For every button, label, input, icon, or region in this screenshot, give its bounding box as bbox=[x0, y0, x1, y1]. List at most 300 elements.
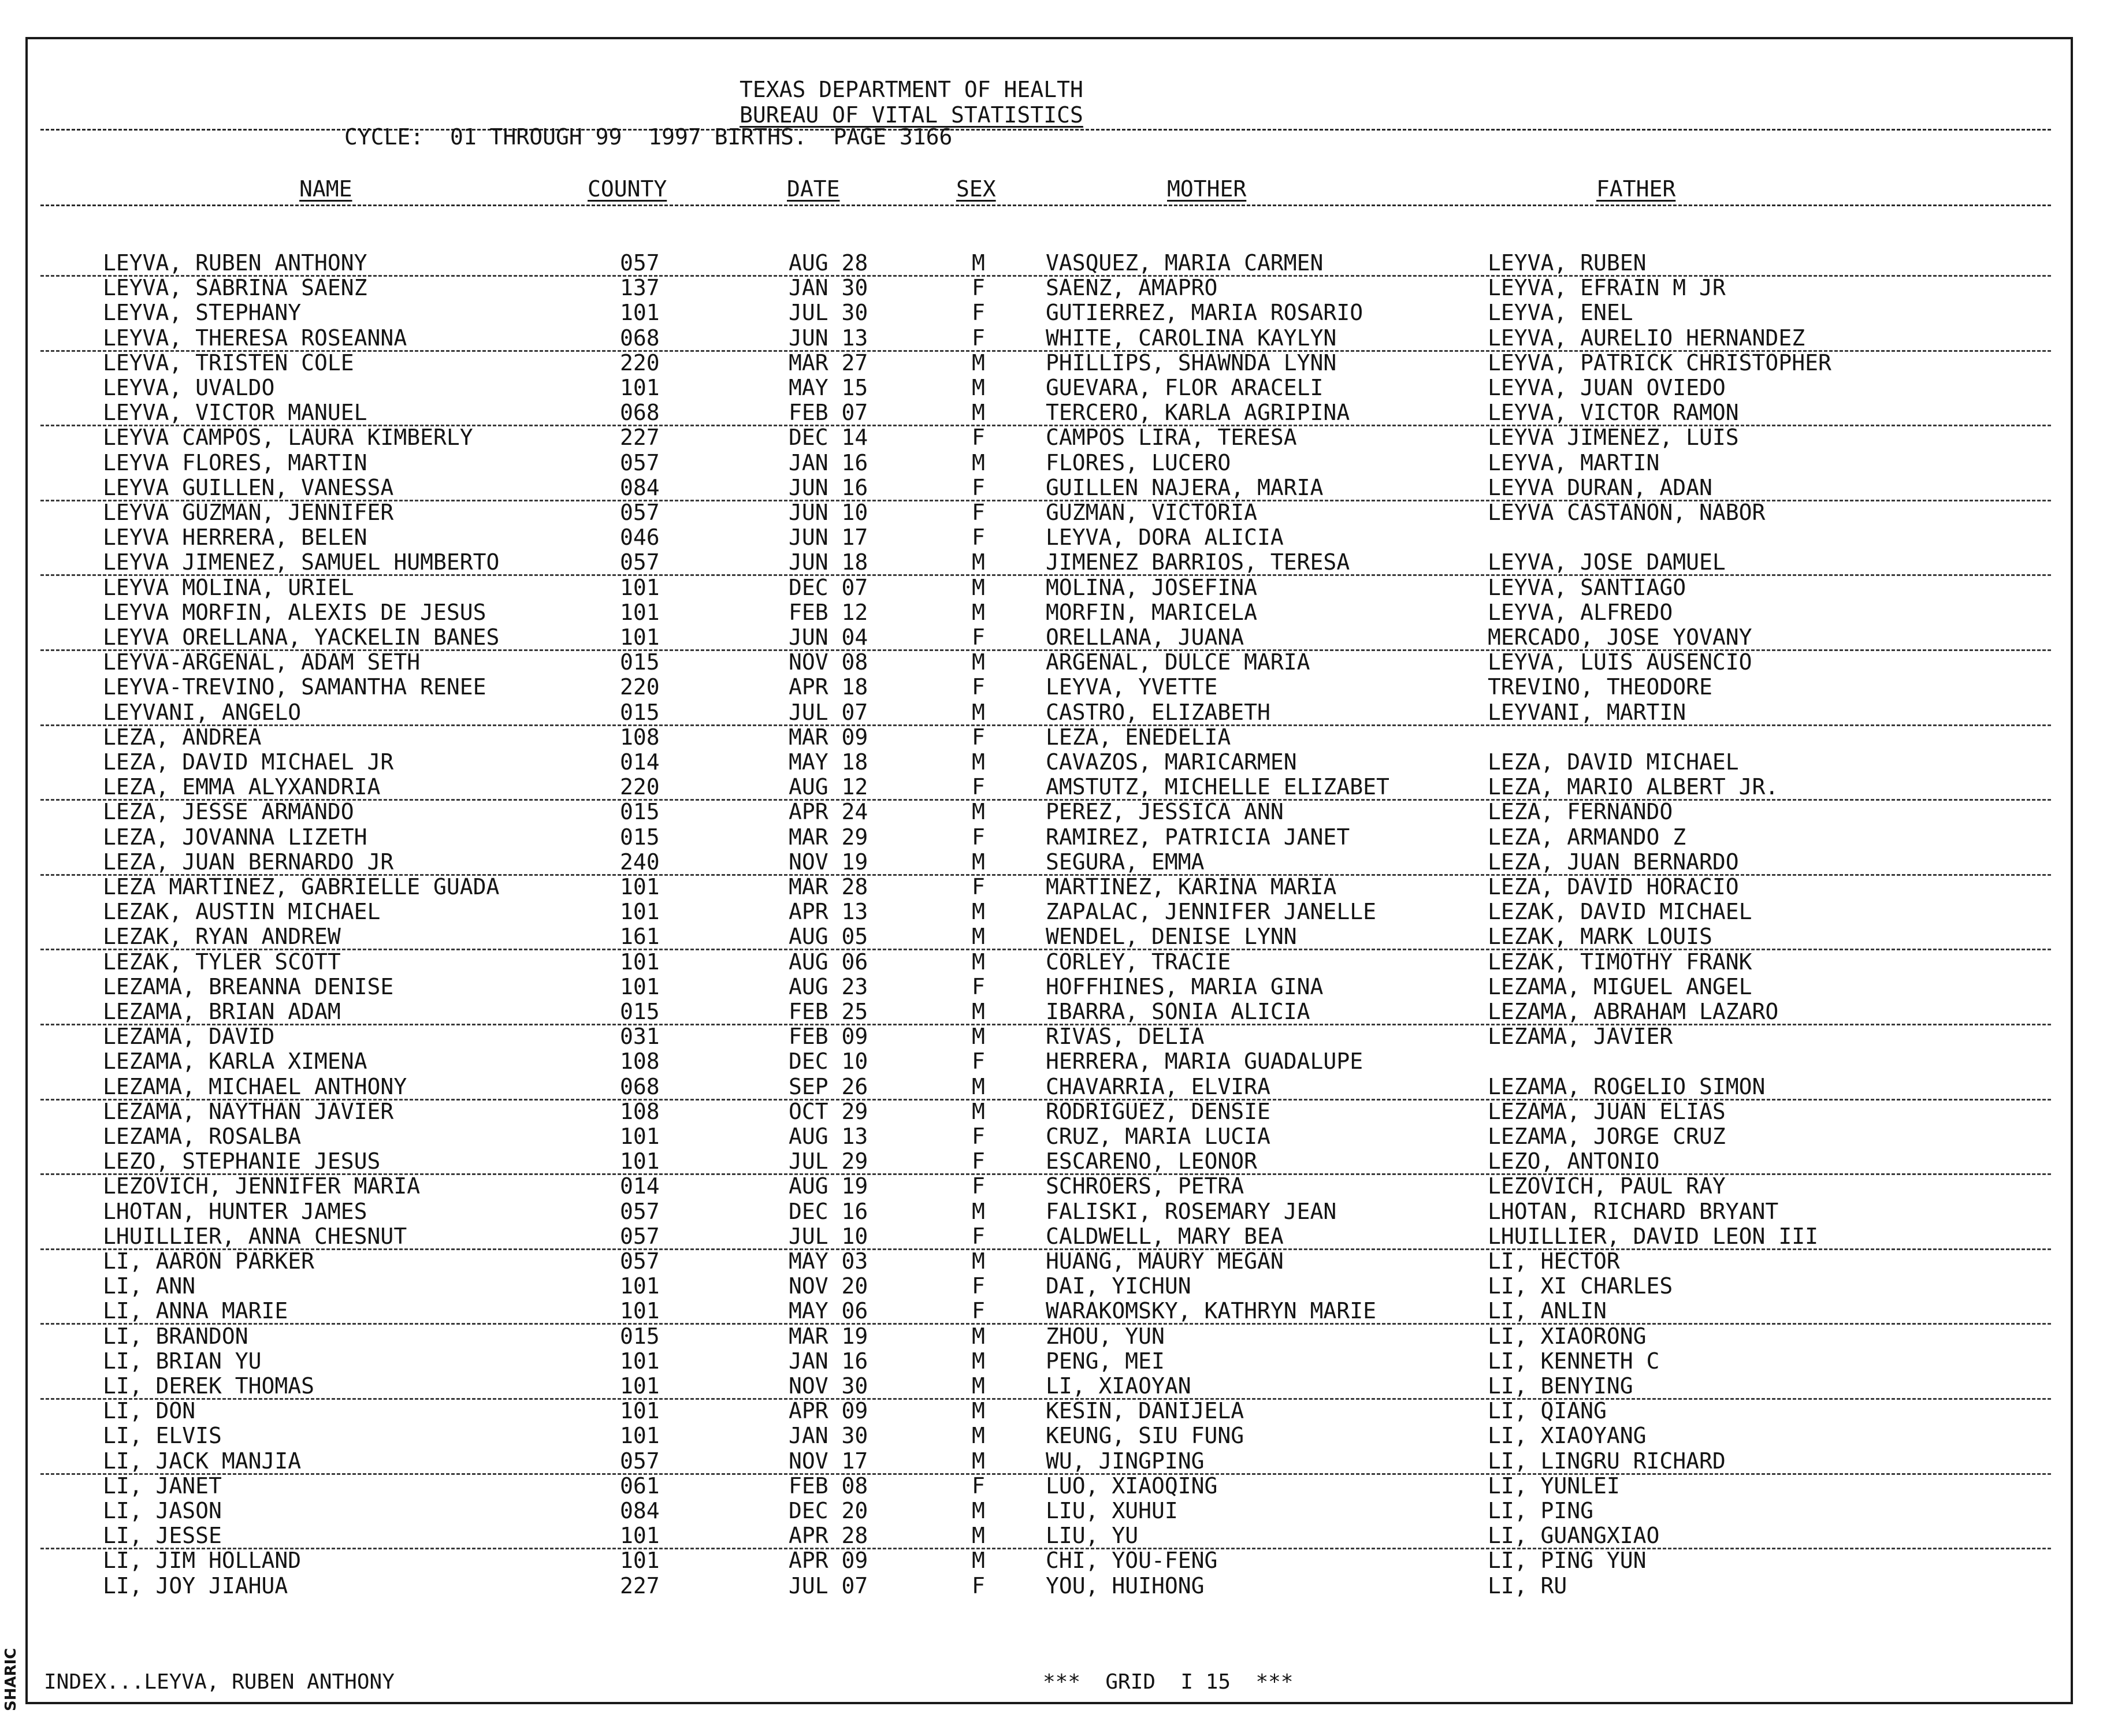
col-header-father: FATHER bbox=[1596, 176, 1676, 202]
record-name: LEZA, DAVID MICHAEL JR bbox=[103, 749, 394, 775]
col-header-date: DATE bbox=[787, 176, 840, 202]
record-mother: ZAPALAC, JENNIFER JANELLE bbox=[1046, 899, 1376, 925]
record-mother: RODRIGUEZ, DENSIE bbox=[1046, 1098, 1270, 1124]
record-date: MAR 09 bbox=[789, 724, 868, 750]
record-mother: KESIN, DANIJELA bbox=[1046, 1398, 1244, 1424]
record-county: 101 bbox=[620, 574, 660, 600]
table-row bbox=[0, 376, 2103, 400]
record-mother: CAMPOS LIRA, TERESA bbox=[1046, 425, 1297, 451]
record-date: AUG 12 bbox=[789, 774, 868, 800]
record-county: 061 bbox=[620, 1473, 660, 1499]
record-name: LI, JACK MANJIA bbox=[103, 1448, 302, 1474]
record-date: DEC 14 bbox=[789, 425, 868, 451]
record-name: LEYVA GUILLEN, VANESSA bbox=[103, 474, 394, 500]
record-mother: LEYVA, DORA ALICIA bbox=[1046, 525, 1284, 551]
record-date: JAN 16 bbox=[789, 449, 868, 475]
record-name: LI, JESSE bbox=[103, 1523, 222, 1549]
col-header-county: COUNTY bbox=[588, 176, 667, 202]
record-county: 101 bbox=[620, 599, 660, 625]
record-sex: M bbox=[972, 250, 985, 276]
record-county: 220 bbox=[620, 674, 660, 700]
record-name: LEYVANI, ANGELO bbox=[103, 699, 302, 725]
record-name: LI, BRANDON bbox=[103, 1323, 248, 1349]
record-date: JUN 18 bbox=[789, 549, 868, 575]
record-sex: F bbox=[972, 474, 985, 500]
record-mother: CRUZ, MARIA LUCIA bbox=[1046, 1124, 1270, 1149]
record-father: LEZAK, MARK LOUIS bbox=[1488, 924, 1712, 950]
record-father: LI, LINGRU RICHARD bbox=[1488, 1448, 1726, 1474]
record-date: JUN 17 bbox=[789, 525, 868, 551]
record-county: 057 bbox=[620, 1448, 660, 1474]
record-mother: GUTIERREZ, MARIA ROSARIO bbox=[1046, 300, 1363, 326]
record-mother: FALISKI, ROSEMARY JEAN bbox=[1046, 1198, 1337, 1224]
table-row bbox=[0, 326, 2103, 351]
record-name: LEYVA GUZMAN, JENNIFER bbox=[103, 500, 394, 525]
record-name: LEYVA CAMPOS, LAURA KIMBERLY bbox=[103, 425, 473, 451]
record-county: 101 bbox=[620, 1523, 660, 1549]
record-mother: LEYVA, YVETTE bbox=[1046, 674, 1218, 700]
record-mother: PENG, MEI bbox=[1046, 1348, 1165, 1374]
record-mother: ARGENAL, DULCE MARIA bbox=[1046, 649, 1310, 675]
record-sex: F bbox=[972, 525, 985, 551]
record-sex: M bbox=[972, 1423, 985, 1449]
record-sex: M bbox=[972, 799, 985, 825]
record-mother: HERRERA, MARIA GUADALUPE bbox=[1046, 1049, 1363, 1075]
table-row bbox=[0, 1349, 2103, 1374]
table-row bbox=[0, 975, 2103, 999]
record-name: LEYVA ORELLANA, YACKELIN BANES bbox=[103, 624, 500, 650]
record-father: LEYVA, ENEL bbox=[1488, 300, 1633, 326]
record-county: 101 bbox=[620, 1273, 660, 1299]
record-county: 057 bbox=[620, 1248, 660, 1274]
record-county: 014 bbox=[620, 1173, 660, 1199]
record-sex: F bbox=[972, 724, 985, 750]
record-father: LEYVA, PATRICK CHRISTOPHER bbox=[1488, 350, 1831, 376]
record-date: FEB 07 bbox=[789, 400, 868, 426]
record-father: LI, XI CHARLES bbox=[1488, 1273, 1673, 1299]
record-date: NOV 20 bbox=[789, 1273, 868, 1299]
record-father: LEYVANI, MARTIN bbox=[1488, 699, 1686, 725]
record-name: LHUILLIER, ANNA CHESNUT bbox=[103, 1223, 407, 1249]
record-mother: DAI, YICHUN bbox=[1046, 1273, 1191, 1299]
col-header-name: NAME bbox=[299, 176, 352, 202]
record-name: LI, JOY JIAHUA bbox=[103, 1573, 288, 1599]
record-sex: F bbox=[972, 1148, 985, 1174]
record-date: NOV 08 bbox=[789, 649, 868, 675]
record-father: LEYVA, AURELIO HERNANDEZ bbox=[1488, 325, 1805, 351]
record-date: MAY 18 bbox=[789, 749, 868, 775]
record-father: LI, PING YUN bbox=[1488, 1548, 1647, 1574]
record-mother: LUO, XIAOQING bbox=[1046, 1473, 1218, 1499]
record-father: LI, HECTOR bbox=[1488, 1248, 1620, 1274]
table-row bbox=[0, 650, 2103, 675]
table-row bbox=[0, 425, 2103, 450]
record-name: LEYVA, UVALDO bbox=[103, 375, 275, 400]
record-county: 101 bbox=[620, 1298, 660, 1324]
record-sex: M bbox=[972, 574, 985, 600]
record-name: LEYVA, SABRINA SAENZ bbox=[103, 275, 367, 301]
record-date: NOV 19 bbox=[789, 849, 868, 875]
record-name: LHOTAN, HUNTER JAMES bbox=[103, 1198, 367, 1224]
table-row bbox=[0, 1224, 2103, 1249]
record-father: LEYVA DURAN, ADAN bbox=[1488, 474, 1712, 500]
record-county: 101 bbox=[620, 1148, 660, 1174]
col-header-mother: MOTHER bbox=[1167, 176, 1247, 202]
record-date: MAY 15 bbox=[789, 375, 868, 400]
record-date: JUL 07 bbox=[789, 1573, 868, 1599]
record-county: 101 bbox=[620, 1348, 660, 1374]
record-name: LI, ANNA MARIE bbox=[103, 1298, 288, 1324]
record-name: LEZA, JOVANNA LIZETH bbox=[103, 824, 367, 850]
record-date: AUG 06 bbox=[789, 949, 868, 975]
record-date: APR 28 bbox=[789, 1523, 868, 1549]
record-mother: IBARRA, SONIA ALICIA bbox=[1046, 999, 1310, 1024]
record-county: 227 bbox=[620, 1573, 660, 1599]
record-father: LEYVA, MARTIN bbox=[1488, 449, 1660, 475]
record-father: LEZO, ANTONIO bbox=[1488, 1148, 1660, 1174]
record-county: 057 bbox=[620, 1198, 660, 1224]
record-father: LEZAK, DAVID MICHAEL bbox=[1488, 899, 1752, 925]
record-mother: LI, XIAOYAN bbox=[1046, 1373, 1191, 1399]
record-county: 057 bbox=[620, 449, 660, 475]
record-sex: F bbox=[972, 624, 985, 650]
record-mother: CHI, YOU-FENG bbox=[1046, 1548, 1218, 1574]
record-mother: CORLEY, TRACIE bbox=[1046, 949, 1231, 975]
record-father: LEZAMA, MIGUEL ANGEL bbox=[1488, 973, 1752, 999]
record-county: 108 bbox=[620, 724, 660, 750]
record-sex: M bbox=[972, 849, 985, 875]
table-row bbox=[0, 1024, 2103, 1049]
table-row bbox=[0, 525, 2103, 550]
record-name: LEYVA MOLINA, URIEL bbox=[103, 574, 354, 600]
record-county: 101 bbox=[620, 949, 660, 975]
record-sex: M bbox=[972, 924, 985, 950]
record-date: MAY 03 bbox=[789, 1248, 868, 1274]
record-county: 227 bbox=[620, 425, 660, 451]
record-county: 101 bbox=[620, 874, 660, 899]
record-father: LEZAMA, JAVIER bbox=[1488, 1024, 1673, 1050]
record-county: 220 bbox=[620, 350, 660, 376]
record-mother: MARTINEZ, KARINA MARIA bbox=[1046, 874, 1337, 899]
record-name: LEZAK, TYLER SCOTT bbox=[103, 949, 341, 975]
table-row bbox=[0, 1374, 2103, 1399]
record-name: LI, JANET bbox=[103, 1473, 222, 1499]
record-name: LEZAMA, BRIAN ADAM bbox=[103, 999, 341, 1024]
record-father: LEZAMA, ROGELIO SIMON bbox=[1488, 1073, 1766, 1099]
record-date: AUG 13 bbox=[789, 1124, 868, 1149]
record-date: AUG 19 bbox=[789, 1173, 868, 1199]
record-date: JAN 30 bbox=[789, 1423, 868, 1449]
record-county: 101 bbox=[620, 1124, 660, 1149]
table-row bbox=[0, 725, 2103, 750]
record-sex: M bbox=[972, 599, 985, 625]
record-father: LI, KENNETH C bbox=[1488, 1348, 1660, 1374]
table-row bbox=[0, 1099, 2103, 1124]
table-row bbox=[0, 1199, 2103, 1224]
record-name: LI, AARON PARKER bbox=[103, 1248, 315, 1274]
record-county: 057 bbox=[620, 500, 660, 525]
table-row bbox=[0, 400, 2103, 425]
record-date: AUG 28 bbox=[789, 250, 868, 276]
record-father: MERCADO, JOSE YOVANY bbox=[1488, 624, 1752, 650]
record-father: LEZA, FERNANDO bbox=[1488, 799, 1673, 825]
record-name: LEZAMA, MICHAEL ANTHONY bbox=[103, 1073, 407, 1099]
record-date: APR 18 bbox=[789, 674, 868, 700]
record-name: LEZA, ANDREA bbox=[103, 724, 262, 750]
record-father: LI, RU bbox=[1488, 1573, 1567, 1599]
record-name: LEZAMA, ROSALBA bbox=[103, 1124, 302, 1149]
record-date: APR 09 bbox=[789, 1398, 868, 1424]
record-county: 046 bbox=[620, 525, 660, 551]
table-row bbox=[0, 300, 2103, 325]
record-date: APR 13 bbox=[789, 899, 868, 925]
record-sex: M bbox=[972, 749, 985, 775]
record-sex: F bbox=[972, 500, 985, 525]
record-sex: M bbox=[972, 1373, 985, 1399]
table-row bbox=[0, 451, 2103, 475]
record-sex: F bbox=[972, 1173, 985, 1199]
record-name: LEZO, STEPHANIE JESUS bbox=[103, 1148, 381, 1174]
record-county: 057 bbox=[620, 1223, 660, 1249]
record-date: APR 24 bbox=[789, 799, 868, 825]
record-father: LEYVA, JOSE DAMUEL bbox=[1488, 549, 1726, 575]
record-date: AUG 05 bbox=[789, 924, 868, 950]
record-county: 015 bbox=[620, 649, 660, 675]
record-father: LEZA, DAVID MICHAEL bbox=[1488, 749, 1739, 775]
table-row bbox=[0, 1523, 2103, 1548]
record-mother: HOFFHINES, MARIA GINA bbox=[1046, 973, 1324, 999]
record-mother: WARAKOMSKY, KATHRYN MARIE bbox=[1046, 1298, 1376, 1324]
record-county: 108 bbox=[620, 1098, 660, 1124]
record-mother: CAVAZOS, MARICARMEN bbox=[1046, 749, 1297, 775]
record-sex: F bbox=[972, 1573, 985, 1599]
table-row bbox=[0, 575, 2103, 600]
record-mother: AMSTUTZ, MICHELLE ELIZABET bbox=[1046, 774, 1389, 800]
record-name: LEYVA HERRERA, BELEN bbox=[103, 525, 367, 551]
record-mother: GUZMAN, VICTORIA bbox=[1046, 500, 1258, 525]
record-county: 068 bbox=[620, 325, 660, 351]
record-father: LEZOVICH, PAUL RAY bbox=[1488, 1173, 1726, 1199]
table-row bbox=[0, 1499, 2103, 1523]
record-father: LEZAMA, JUAN ELIAS bbox=[1488, 1098, 1726, 1124]
table-row bbox=[0, 899, 2103, 924]
record-date: NOV 17 bbox=[789, 1448, 868, 1474]
record-mother: HUANG, MAURY MEGAN bbox=[1046, 1248, 1284, 1274]
record-name: LEZA MARTINEZ, GABRIELLE GUADA bbox=[103, 874, 500, 899]
record-mother: PHILLIPS, SHAWNDA LYNN bbox=[1046, 350, 1337, 376]
header-line-1: TEXAS DEPARTMENT OF HEALTH bbox=[740, 77, 1083, 102]
record-name: LEYVA, THERESA ROSEANNA bbox=[103, 325, 407, 351]
table-row bbox=[0, 1249, 2103, 1274]
record-mother: ESCARENO, LEONOR bbox=[1046, 1148, 1258, 1174]
record-father: LEYVA, VICTOR RAMON bbox=[1488, 400, 1739, 426]
record-date: OCT 29 bbox=[789, 1098, 868, 1124]
record-date: AUG 23 bbox=[789, 973, 868, 999]
record-county: 057 bbox=[620, 250, 660, 276]
record-father: LEZA, MARIO ALBERT JR. bbox=[1488, 774, 1779, 800]
record-date: JUL 30 bbox=[789, 300, 868, 326]
record-father: LI, ANLIN bbox=[1488, 1298, 1607, 1324]
table-row bbox=[0, 875, 2103, 899]
record-sex: M bbox=[972, 949, 985, 975]
table-row bbox=[0, 700, 2103, 725]
record-sex: M bbox=[972, 375, 985, 400]
record-date: JAN 30 bbox=[789, 275, 868, 301]
record-name: LEZOVICH, JENNIFER MARIA bbox=[103, 1173, 421, 1199]
record-county: 137 bbox=[620, 275, 660, 301]
record-father: LEYVA, EFRAIN M JR bbox=[1488, 275, 1726, 301]
table-row bbox=[0, 1574, 2103, 1599]
record-father: LHOTAN, RICHARD BRYANT bbox=[1488, 1198, 1779, 1224]
record-father: LEYVA CASTANON, NABOR bbox=[1488, 500, 1766, 525]
record-county: 101 bbox=[620, 1398, 660, 1424]
record-sex: F bbox=[972, 874, 985, 899]
record-name: LI, ANN bbox=[103, 1273, 196, 1299]
record-county: 161 bbox=[620, 924, 660, 950]
record-name: LEYVA, TRISTEN COLE bbox=[103, 350, 354, 376]
record-sex: F bbox=[972, 1223, 985, 1249]
record-father: LEZA, DAVID HORACIO bbox=[1488, 874, 1739, 899]
record-mother: MOLINA, JOSEFINA bbox=[1046, 574, 1258, 600]
record-sex: M bbox=[972, 1098, 985, 1124]
table-row bbox=[0, 251, 2103, 276]
record-name: LI, BRIAN YU bbox=[103, 1348, 262, 1374]
table-row bbox=[0, 800, 2103, 824]
table-row bbox=[0, 825, 2103, 850]
record-sex: F bbox=[972, 1298, 985, 1324]
record-name: LEYVA, STEPHANY bbox=[103, 300, 302, 326]
record-date: JUN 10 bbox=[789, 500, 868, 525]
record-sex: F bbox=[972, 973, 985, 999]
table-row bbox=[0, 276, 2103, 300]
record-mother: RIVAS, DELIA bbox=[1046, 1024, 1205, 1050]
record-mother: VASQUEZ, MARIA CARMEN bbox=[1046, 250, 1324, 276]
record-name: LEZAMA, DAVID bbox=[103, 1024, 275, 1050]
record-sex: M bbox=[972, 1548, 985, 1574]
record-date: JUN 13 bbox=[789, 325, 868, 351]
table-row bbox=[0, 1548, 2103, 1573]
record-mother: JIMENEZ BARRIOS, TERESA bbox=[1046, 549, 1350, 575]
record-father: LEYVA, ALFREDO bbox=[1488, 599, 1673, 625]
record-mother: CHAVARRIA, ELVIRA bbox=[1046, 1073, 1270, 1099]
table-row bbox=[0, 500, 2103, 525]
record-date: FEB 12 bbox=[789, 599, 868, 625]
record-county: 015 bbox=[620, 824, 660, 850]
table-row bbox=[0, 1299, 2103, 1324]
record-county: 015 bbox=[620, 999, 660, 1024]
record-date: JUN 16 bbox=[789, 474, 868, 500]
record-mother: KEUNG, SIU FUNG bbox=[1046, 1423, 1244, 1449]
header-line-2: BUREAU OF VITAL STATISTICS bbox=[740, 102, 1083, 128]
table-row bbox=[0, 1049, 2103, 1074]
record-mother: LIU, YU bbox=[1046, 1523, 1139, 1549]
header-rule-top bbox=[40, 129, 2051, 131]
record-mother: ORELLANA, JUANA bbox=[1046, 624, 1244, 650]
record-mother: WENDEL, DENISE LYNN bbox=[1046, 924, 1297, 950]
record-sex: F bbox=[972, 1124, 985, 1149]
record-mother: TERCERO, KARLA AGRIPINA bbox=[1046, 400, 1350, 426]
record-date: MAR 19 bbox=[789, 1323, 868, 1349]
record-date: JUN 04 bbox=[789, 624, 868, 650]
table-row bbox=[0, 351, 2103, 376]
record-sex: M bbox=[972, 1248, 985, 1274]
record-sex: M bbox=[972, 1073, 985, 1099]
record-county: 015 bbox=[620, 1323, 660, 1349]
table-row bbox=[0, 999, 2103, 1024]
record-father: LI, QIANG bbox=[1488, 1398, 1607, 1424]
record-county: 101 bbox=[620, 899, 660, 925]
record-name: LEYVA, RUBEN ANTHONY bbox=[103, 250, 367, 276]
table-row bbox=[0, 775, 2103, 800]
table-row bbox=[0, 1274, 2103, 1299]
record-name: LEYVA-ARGENAL, ADAM SETH bbox=[103, 649, 421, 675]
record-sex: F bbox=[972, 774, 985, 800]
record-name: LEZAMA, NAYTHAN JAVIER bbox=[103, 1098, 394, 1124]
record-mother: GUILLEN NAJERA, MARIA bbox=[1046, 474, 1324, 500]
record-date: NOV 30 bbox=[789, 1373, 868, 1399]
record-county: 108 bbox=[620, 1049, 660, 1075]
record-mother: SEGURA, EMMA bbox=[1046, 849, 1205, 875]
footer-index: INDEX...LEYVA, RUBEN ANTHONY bbox=[44, 1670, 395, 1694]
table-row bbox=[0, 950, 2103, 975]
record-mother: LEZA, ENEDELIA bbox=[1046, 724, 1231, 750]
record-county: 101 bbox=[620, 1423, 660, 1449]
record-name: LEZA, EMMA ALYXANDRIA bbox=[103, 774, 381, 800]
record-date: FEB 08 bbox=[789, 1473, 868, 1499]
record-sex: M bbox=[972, 1498, 985, 1523]
record-sex: F bbox=[972, 1273, 985, 1299]
record-mother: PEREZ, JESSICA ANN bbox=[1046, 799, 1284, 825]
record-sex: M bbox=[972, 1198, 985, 1224]
record-father: LEZAK, TIMOTHY FRANK bbox=[1488, 949, 1752, 975]
table-row bbox=[0, 550, 2103, 575]
record-father: LEZA, JUAN BERNARDO bbox=[1488, 849, 1739, 875]
table-row bbox=[0, 625, 2103, 650]
record-county: 084 bbox=[620, 1498, 660, 1523]
record-sex: F bbox=[972, 300, 985, 326]
record-date: DEC 10 bbox=[789, 1049, 868, 1075]
table-row bbox=[0, 600, 2103, 625]
record-date: DEC 20 bbox=[789, 1498, 868, 1523]
record-date: MAR 28 bbox=[789, 874, 868, 899]
record-mother: YOU, HUIHONG bbox=[1046, 1573, 1205, 1599]
record-sex: M bbox=[972, 1398, 985, 1424]
record-name: LEYVA JIMENEZ, SAMUEL HUMBERTO bbox=[103, 549, 500, 575]
record-mother: SAENZ, AMAPRO bbox=[1046, 275, 1218, 301]
record-date: SEP 26 bbox=[789, 1073, 868, 1099]
record-mother: MORFIN, MARICELA bbox=[1046, 599, 1258, 625]
record-county: 220 bbox=[620, 774, 660, 800]
record-mother: RAMIREZ, PATRICIA JANET bbox=[1046, 824, 1350, 850]
record-sex: M bbox=[972, 1024, 985, 1050]
table-row bbox=[0, 850, 2103, 875]
record-father: LEZAMA, ABRAHAM LAZARO bbox=[1488, 999, 1779, 1024]
record-sex: M bbox=[972, 649, 985, 675]
table-row bbox=[0, 1423, 2103, 1448]
record-sex: F bbox=[972, 1049, 985, 1075]
table-row bbox=[0, 1174, 2103, 1199]
record-sex: M bbox=[972, 449, 985, 475]
record-sex: F bbox=[972, 1473, 985, 1499]
record-name: LI, JIM HOLLAND bbox=[103, 1548, 302, 1574]
record-sex: M bbox=[972, 400, 985, 426]
table-row bbox=[0, 1124, 2103, 1149]
record-sex: F bbox=[972, 425, 985, 451]
record-mother: CALDWELL, MARY BEA bbox=[1046, 1223, 1284, 1249]
record-father: LI, XIAORONG bbox=[1488, 1323, 1647, 1349]
record-sex: M bbox=[972, 549, 985, 575]
record-sex: M bbox=[972, 1348, 985, 1374]
